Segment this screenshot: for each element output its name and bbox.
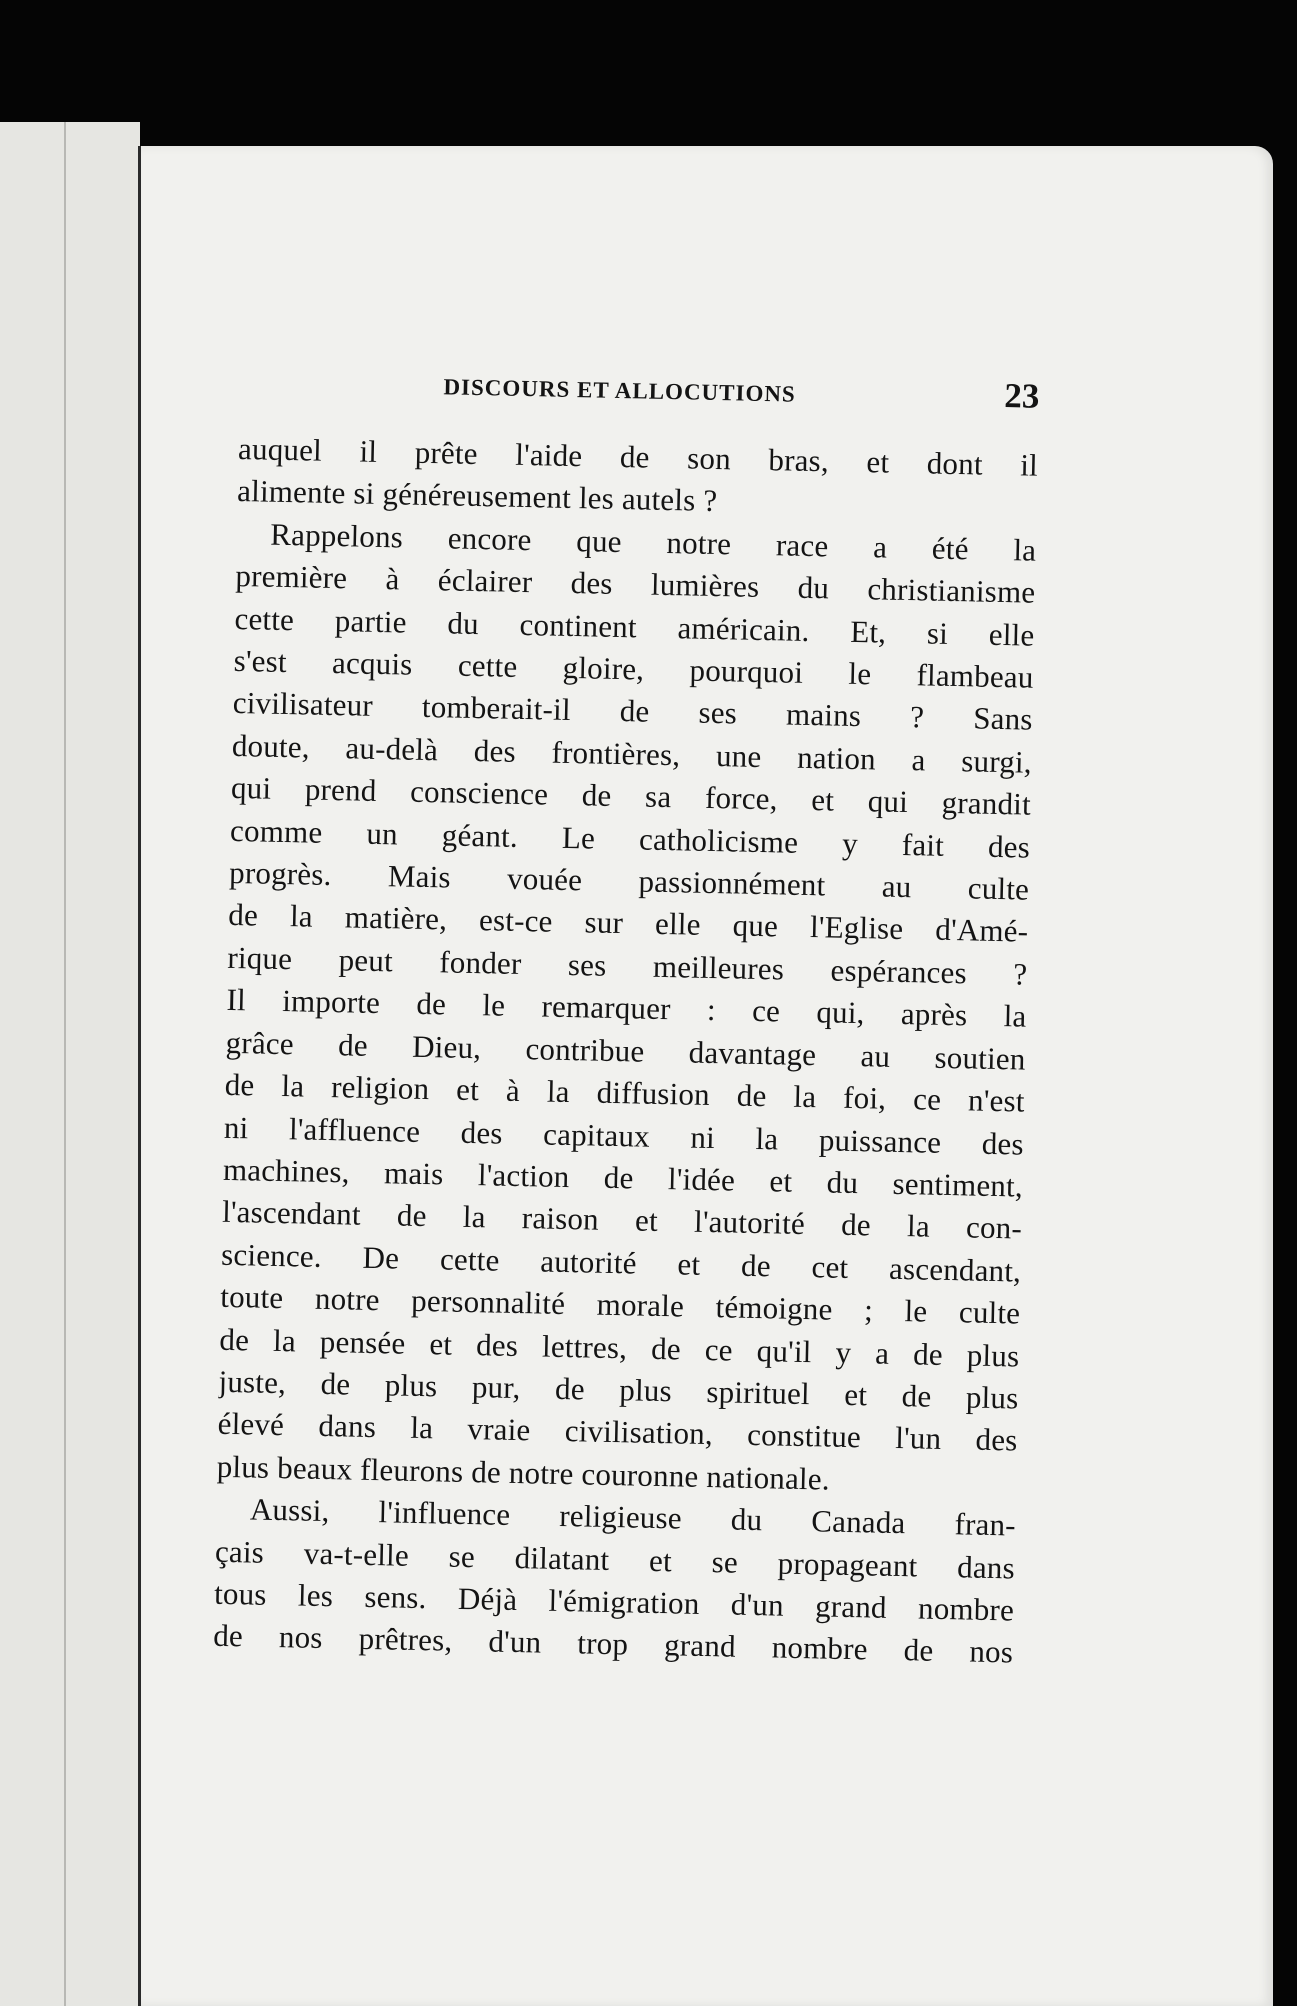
text-line: machines, mais l'action de l'idée et du sentiment, [222, 1151, 1024, 1204]
text-line: élevé dans la vraie civilisation, constitue l'un des [217, 1406, 1018, 1458]
page-content [213, 360, 1040, 1674]
text-line: tous les sens. Déjà l'émigration d'un grand nombre [213, 1575, 1015, 1628]
text-line: juste, de plus pur, de plus spirituel et de plus [218, 1363, 1019, 1416]
text-line: ni l'affluence des capitaux ni la puissance des [223, 1109, 1025, 1162]
text-line: progrès. Mais vouée passionnément au culte [228, 854, 1030, 907]
text-line: toute notre personnalité morale témoigne ; le culte [220, 1278, 1021, 1331]
text-line: Il importe de le remarquer : ce qui, après la [226, 982, 1027, 1034]
text-line: Aussi, l'influence religieuse du Canada fran- [249, 1491, 1017, 1543]
text-line: Rappelons encore que notre race a été la [269, 516, 1037, 568]
text-line: comme un géant. Le catholicisme y fait des [229, 812, 1031, 865]
text-line: alimente si généreusement les autels ? [236, 473, 718, 519]
text-line: l'ascendant de la raison et l'autorité de la con- [221, 1194, 1023, 1246]
text-line: de nos prêtres, d'un trop grand nombre de nos [212, 1618, 1014, 1670]
text-line: rique peut fonder ses meilleures espérances ? [227, 939, 1028, 992]
body-text [213, 428, 1039, 1674]
facing-page-edge [0, 122, 140, 2006]
text-line: s'est acquis cette gloire, pourquoi le flambeau [233, 642, 1034, 695]
page-number: 23 [1004, 376, 1040, 416]
running-title: DISCOURS ET ALLOCUTIONS [443, 374, 797, 407]
text-line: civilisateur tomberait-il de ses mains ? Sans [232, 685, 1034, 738]
text-line: de la matière, est-ce sur elle que l'Eglise d'Amé- [228, 897, 1029, 950]
text-line: de la religion et à la diffusion de la foi, ce n'est [224, 1066, 1026, 1119]
text-line: auquel il prête l'aide de son bras, et dont il [237, 430, 1039, 483]
text-line: science. De cette autorité et de cet ascendant, [220, 1236, 1022, 1289]
text-line: çais va-t-elle se dilatant et se propageant dans [214, 1533, 1016, 1586]
text-line: plus beaux fleurons de notre couronne nationale. [216, 1448, 831, 1497]
gutter-line [64, 122, 66, 2006]
text-line: doute, au-delà des frontières, une nation a surgi, [231, 727, 1033, 780]
text-line: première à éclairer des lumières du christianisme [235, 558, 1036, 610]
text-line: grâce de Dieu, contribue davantage au soutien [225, 1024, 1026, 1077]
text-line: cette partie du continent américain. Et, si elle [234, 600, 1035, 653]
text-line: qui prend conscience de sa force, et qui grandit [230, 770, 1032, 822]
text-line: de la pensée et des lettres, de ce qu'il y a de plus [219, 1321, 1020, 1374]
